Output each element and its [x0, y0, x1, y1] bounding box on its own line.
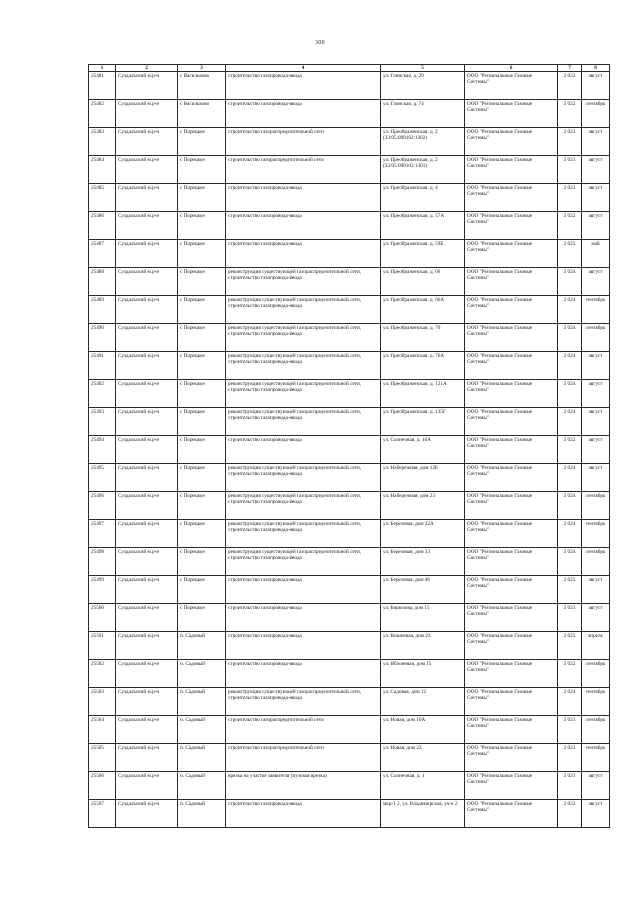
- organization-cell: ООО "Региональные Газовые Системы": [465, 156, 558, 184]
- address-cell: ул. Солнечная, д. 1: [381, 772, 465, 800]
- work-type-cell: строительство газопровода-ввода: [226, 632, 381, 660]
- organization-cell: ООО "Региональные Газовые Системы": [465, 464, 558, 492]
- locality-cell: с Порецкое: [178, 128, 226, 156]
- district-cell: Суздальский м.р-н: [116, 408, 178, 436]
- table-body: [89, 72, 610, 828]
- district-cell: Суздальский м.р-н: [116, 128, 178, 156]
- locality-cell: п. Садовый: [178, 716, 226, 744]
- district-cell: Суздальский м.р-н: [116, 716, 178, 744]
- column-header-8: 8: [582, 65, 610, 72]
- month-cell: сентябрь: [582, 100, 610, 128]
- organization-cell: ООО "Региональные Газовые Системы": [465, 72, 558, 100]
- row-number: 25506: [89, 772, 116, 800]
- locality-cell: с Порецкое: [178, 492, 226, 520]
- column-header-7: 7: [558, 65, 582, 72]
- table-row: [89, 352, 610, 380]
- locality-cell: с Порецкое: [178, 436, 226, 464]
- column-header-5: 5: [381, 65, 465, 72]
- work-type-cell: реконструкция существующей газораспределительной сети, строительство газопровода-ввода: [226, 296, 381, 324]
- address-cell: ул. Набережная, дом 23: [381, 492, 465, 520]
- table-row: [89, 688, 610, 716]
- district-cell: Суздальский м.р-н: [116, 548, 178, 576]
- year-cell: 2 024: [558, 268, 582, 296]
- year-cell: 2 021: [558, 772, 582, 800]
- month-cell: август: [582, 380, 610, 408]
- row-number: 25501: [89, 632, 116, 660]
- month-cell: август: [582, 408, 610, 436]
- year-cell: 2 024: [558, 324, 582, 352]
- locality-cell: с Васильково: [178, 72, 226, 100]
- district-cell: Суздальский м.р-н: [116, 268, 178, 296]
- month-cell: апрель: [582, 632, 610, 660]
- row-number: 25490: [89, 324, 116, 352]
- column-header-4: 4: [226, 65, 381, 72]
- work-type-cell: реконструкция существующей газораспределительной сети, строительство газопровода-ввода: [226, 324, 381, 352]
- row-number: 25491: [89, 352, 116, 380]
- year-cell: 2 024: [558, 380, 582, 408]
- row-number: 25486: [89, 212, 116, 240]
- district-cell: Суздальский м.р-н: [116, 156, 178, 184]
- locality-cell: с Порецкое: [178, 408, 226, 436]
- organization-cell: ООО "Региональные Газовые Системы": [465, 100, 558, 128]
- locality-cell: п. Садовый: [178, 688, 226, 716]
- row-number: 25488: [89, 268, 116, 296]
- table-row: [89, 660, 610, 688]
- table-row: [89, 240, 610, 268]
- locality-cell: п. Садовый: [178, 772, 226, 800]
- organization-cell: ООО "Региональные Газовые Системы": [465, 660, 558, 688]
- address-cell: мкр-1 2, ул. Владимирская, уч-к 2: [381, 800, 465, 828]
- month-cell: август: [582, 184, 610, 212]
- work-type-cell: строительство газораспределительной сети: [226, 716, 381, 744]
- month-cell: сентябрь: [582, 324, 610, 352]
- row-number: 25483: [89, 128, 116, 156]
- address-cell: ул. Преображенская, д. 66А: [381, 296, 465, 324]
- year-cell: 2 024: [558, 408, 582, 436]
- month-cell: май: [582, 240, 610, 268]
- work-type-cell: реконструкция существующей газораспределительной сети, строительство газопровода-ввода: [226, 268, 381, 296]
- year-cell: 2 024: [558, 548, 582, 576]
- address-cell: ул. Новая, дом 22: [381, 744, 465, 772]
- address-cell: ул. Березовая, дом 33: [381, 548, 465, 576]
- row-number: 25495: [89, 464, 116, 492]
- locality-cell: п. Садовый: [178, 632, 226, 660]
- locality-cell: с Порецкое: [178, 464, 226, 492]
- row-number: 25499: [89, 576, 116, 604]
- month-cell: сентябрь: [582, 492, 610, 520]
- organization-cell: ООО "Региональные Газовые Системы": [465, 772, 558, 800]
- table-row: [89, 212, 610, 240]
- locality-cell: п. Садовый: [178, 660, 226, 688]
- address-cell: ул. Преображенская, д. 2 (33:05:090102:1302): [381, 128, 465, 156]
- district-cell: Суздальский м.р-н: [116, 212, 178, 240]
- district-cell: Суздальский м.р-н: [116, 576, 178, 604]
- organization-cell: ООО "Региональные Газовые Системы": [465, 520, 558, 548]
- row-number: 25498: [89, 548, 116, 576]
- table-row: [89, 464, 610, 492]
- district-cell: Суздальский м.р-н: [116, 772, 178, 800]
- district-cell: Суздальский м.р-н: [116, 240, 178, 268]
- locality-cell: с Порецкое: [178, 352, 226, 380]
- year-cell: 2 024: [558, 688, 582, 716]
- address-cell: ул. Преображенская, д. 57А: [381, 212, 465, 240]
- locality-cell: с Порецкое: [178, 184, 226, 212]
- year-cell: 2 023: [558, 604, 582, 632]
- month-cell: август: [582, 72, 610, 100]
- district-cell: Суздальский м.р-н: [116, 324, 178, 352]
- locality-cell: п. Садовый: [178, 800, 226, 828]
- address-cell: ул. Садовая, дом 12: [381, 688, 465, 716]
- district-cell: Суздальский м.р-н: [116, 352, 178, 380]
- month-cell: август: [582, 604, 610, 632]
- month-cell: сентябрь: [582, 716, 610, 744]
- organization-cell: ООО "Региональные Газовые Системы": [465, 324, 558, 352]
- row-number: 25500: [89, 604, 116, 632]
- locality-cell: с Порецкое: [178, 604, 226, 632]
- month-cell: август: [582, 352, 610, 380]
- address-cell: ул. Глинская, д. 29: [381, 72, 465, 100]
- table-row: [89, 436, 610, 464]
- work-type-cell: реконструкция существующей газораспределительной сети, строительство газопровода-ввода: [226, 548, 381, 576]
- address-cell: ул. Преображенская, д. 2 (33:05:090102:1301): [381, 156, 465, 184]
- address-cell: ул. Солнечная, д. 10А: [381, 436, 465, 464]
- year-cell: 2 022: [558, 660, 582, 688]
- organization-cell: ООО "Региональные Газовые Системы": [465, 548, 558, 576]
- row-number: 25497: [89, 520, 116, 548]
- year-cell: 2 024: [558, 492, 582, 520]
- table-header: [89, 65, 610, 72]
- organization-cell: ООО "Региональные Газовые Системы": [465, 576, 558, 604]
- district-cell: Суздальский м.р-н: [116, 632, 178, 660]
- table-row: [89, 772, 610, 800]
- work-type-cell: строительство газопровода-ввода: [226, 436, 381, 464]
- table-row: [89, 156, 610, 184]
- month-cell: август: [582, 576, 610, 604]
- month-cell: сентябрь: [582, 296, 610, 324]
- address-cell: ул. Березовая, дом 46: [381, 576, 465, 604]
- work-type-cell: реконструкция существующей газораспределительной сети, строительство газопровода-ввода: [226, 380, 381, 408]
- month-cell: август: [582, 268, 610, 296]
- header-row: [89, 65, 610, 72]
- table-row: [89, 548, 610, 576]
- table-row: [89, 520, 610, 548]
- month-cell: август: [582, 464, 610, 492]
- month-cell: сентябрь: [582, 688, 610, 716]
- table-row: [89, 408, 610, 436]
- month-cell: сентябрь: [582, 520, 610, 548]
- row-number: 25487: [89, 240, 116, 268]
- work-type-cell: реконструкция существующей газораспределительной сети, строительство газопровода-ввода: [226, 352, 381, 380]
- address-cell: ул. Преображенская, д. 66: [381, 268, 465, 296]
- table-row: [89, 492, 610, 520]
- address-cell: ул. Вишневая, дом 23: [381, 632, 465, 660]
- table-row: [89, 632, 610, 660]
- year-cell: 2 023: [558, 156, 582, 184]
- year-cell: 2 024: [558, 296, 582, 324]
- year-cell: 2 025: [558, 632, 582, 660]
- organization-cell: ООО "Региональные Газовые Системы": [465, 800, 558, 828]
- row-number: 25494: [89, 436, 116, 464]
- month-cell: август: [582, 212, 610, 240]
- address-cell: ул. Набережная, дом 12Б: [381, 464, 465, 492]
- work-type-cell: реконструкция существующей газораспределительной сети, строительство газопровода-ввода: [226, 408, 381, 436]
- year-cell: 2 024: [558, 464, 582, 492]
- work-type-cell: строительство газопровода-ввода: [226, 72, 381, 100]
- district-cell: Суздальский м.р-н: [116, 800, 178, 828]
- work-type-cell: строительство газопровода-ввода: [226, 604, 381, 632]
- table-row: [89, 268, 610, 296]
- organization-cell: ООО "Региональные Газовые Системы": [465, 688, 558, 716]
- address-cell: ул. Новая, дом 10А: [381, 716, 465, 744]
- row-number: 25496: [89, 492, 116, 520]
- gas-works-table: [88, 64, 610, 828]
- work-type-cell: строительство газопровода-ввода: [226, 212, 381, 240]
- organization-cell: ООО "Региональные Газовые Системы": [465, 632, 558, 660]
- district-cell: Суздальский м.р-н: [116, 436, 178, 464]
- address-cell: ул. Преображенская, д. 70: [381, 324, 465, 352]
- organization-cell: ООО "Региональные Газовые Системы": [465, 212, 558, 240]
- year-cell: 2 024: [558, 520, 582, 548]
- table-row: [89, 716, 610, 744]
- table-row: [89, 604, 610, 632]
- year-cell: 2 024: [558, 352, 582, 380]
- month-cell: август: [582, 128, 610, 156]
- table-row: [89, 184, 610, 212]
- district-cell: Суздальский м.р-н: [116, 184, 178, 212]
- work-type-cell: реконструкция существующей газораспределительной сети, строительство газопровода-ввода: [226, 464, 381, 492]
- month-cell: август: [582, 772, 610, 800]
- address-cell: ул. Преображенская, д. 4: [381, 184, 465, 212]
- row-number: 25505: [89, 744, 116, 772]
- district-cell: Суздальский м.р-н: [116, 492, 178, 520]
- organization-cell: ООО "Региональные Газовые Системы": [465, 380, 558, 408]
- locality-cell: с Васильково: [178, 100, 226, 128]
- locality-cell: с Порецкое: [178, 576, 226, 604]
- work-type-cell: реконструкция существующей газораспределительной сети, строительство газопровода-ввода: [226, 520, 381, 548]
- district-cell: Суздальский м.р-н: [116, 296, 178, 324]
- address-cell: ул. Глинская, д. 74: [381, 100, 465, 128]
- organization-cell: ООО "Региональные Газовые Системы": [465, 296, 558, 324]
- row-number: 25485: [89, 184, 116, 212]
- organization-cell: ООО "Региональные Газовые Системы": [465, 352, 558, 380]
- column-header-2: 2: [116, 65, 178, 72]
- district-cell: Суздальский м.р-н: [116, 464, 178, 492]
- row-number: 25484: [89, 156, 116, 184]
- locality-cell: с Порецкое: [178, 212, 226, 240]
- row-number: 25492: [89, 380, 116, 408]
- table-row: [89, 100, 610, 128]
- month-cell: август: [582, 436, 610, 464]
- year-cell: 2 023: [558, 184, 582, 212]
- address-cell: ул. Бирюзова, дом 15: [381, 604, 465, 632]
- address-cell: ул. Преображенская, д. 121А: [381, 380, 465, 408]
- table-row: [89, 380, 610, 408]
- address-cell: ул. Березовая, дом 32А: [381, 520, 465, 548]
- locality-cell: с Порецкое: [178, 296, 226, 324]
- work-type-cell: строительство газораспределительной сети: [226, 744, 381, 772]
- district-cell: Суздальский м.р-н: [116, 660, 178, 688]
- year-cell: 2 022: [558, 100, 582, 128]
- table-row: [89, 128, 610, 156]
- year-cell: 2 023: [558, 128, 582, 156]
- column-header-1: 1: [89, 65, 116, 72]
- row-number: 25502: [89, 660, 116, 688]
- year-cell: 2 025: [558, 240, 582, 268]
- work-type-cell: реконструкция существующей газораспределительной сети, строительство газопровода-ввода: [226, 492, 381, 520]
- year-cell: 2 022: [558, 212, 582, 240]
- month-cell: август: [582, 156, 610, 184]
- locality-cell: с Порецкое: [178, 240, 226, 268]
- work-type-cell: строительство газопровода-ввода: [226, 800, 381, 828]
- organization-cell: ООО "Региональные Газовые Системы": [465, 408, 558, 436]
- row-number: 25489: [89, 296, 116, 324]
- year-cell: 2 025: [558, 576, 582, 604]
- locality-cell: с Порецкое: [178, 548, 226, 576]
- table-row: [89, 744, 610, 772]
- year-cell: 2 022: [558, 72, 582, 100]
- row-number: 25482: [89, 100, 116, 128]
- year-cell: 2 023: [558, 744, 582, 772]
- work-type-cell: строительство газопровода-ввода: [226, 576, 381, 604]
- organization-cell: ООО "Региональные Газовые Системы": [465, 240, 558, 268]
- table-row: [89, 72, 610, 100]
- work-type-cell: реконструкция существующей газораспределительной сети, строительство газопровода-ввода: [226, 688, 381, 716]
- row-number: 25507: [89, 800, 116, 828]
- district-cell: Суздальский м.р-н: [116, 100, 178, 128]
- column-header-3: 3: [178, 65, 226, 72]
- table-row: [89, 296, 610, 324]
- address-cell: ул. Преображенская, д. 135Г: [381, 408, 465, 436]
- column-header-6: 6: [465, 65, 558, 72]
- address-cell: ул. Яблоневая, дом 15: [381, 660, 465, 688]
- locality-cell: с Порецкое: [178, 520, 226, 548]
- district-cell: Суздальский м.р-н: [116, 604, 178, 632]
- row-number: 25481: [89, 72, 116, 100]
- organization-cell: ООО "Региональные Газовые Системы": [465, 268, 558, 296]
- district-cell: Суздальский м.р-н: [116, 688, 178, 716]
- district-cell: Суздальский м.р-н: [116, 744, 178, 772]
- row-number: 25503: [89, 688, 116, 716]
- month-cell: август: [582, 800, 610, 828]
- table-row: [89, 324, 610, 352]
- address-cell: ул. Преображенская, д. 76А: [381, 352, 465, 380]
- organization-cell: ООО "Региональные Газовые Системы": [465, 492, 558, 520]
- month-cell: сентябрь: [582, 660, 610, 688]
- work-type-cell: строительство газопровода-ввода: [226, 240, 381, 268]
- row-number: 25504: [89, 716, 116, 744]
- locality-cell: с Порецкое: [178, 156, 226, 184]
- district-cell: Суздальский м.р-н: [116, 72, 178, 100]
- month-cell: сентябрь: [582, 744, 610, 772]
- organization-cell: ООО "Региональные Газовые Системы": [465, 744, 558, 772]
- work-type-cell: строительство газопровода-ввода: [226, 660, 381, 688]
- organization-cell: ООО "Региональные Газовые Системы": [465, 604, 558, 632]
- year-cell: 2 022: [558, 800, 582, 828]
- organization-cell: ООО "Региональные Газовые Системы": [465, 716, 558, 744]
- work-type-cell: строительство газопровода-ввода: [226, 184, 381, 212]
- organization-cell: ООО "Региональные Газовые Системы": [465, 184, 558, 212]
- month-cell: сентябрь: [582, 548, 610, 576]
- district-cell: Суздальский м.р-н: [116, 380, 178, 408]
- work-type-cell: строительство газораспределительной сети: [226, 128, 381, 156]
- year-cell: 2 022: [558, 436, 582, 464]
- table-row: [89, 800, 610, 828]
- locality-cell: с Порецкое: [178, 268, 226, 296]
- organization-cell: ООО "Региональные Газовые Системы": [465, 436, 558, 464]
- locality-cell: с Порецкое: [178, 324, 226, 352]
- table-row: [89, 576, 610, 604]
- work-type-cell: врезка на участке заявителя (пузовая врезка): [226, 772, 381, 800]
- work-type-cell: строительство газопровода-ввода: [226, 100, 381, 128]
- locality-cell: с Порецкое: [178, 380, 226, 408]
- address-cell: ул. Преображенская, д. 59Б: [381, 240, 465, 268]
- locality-cell: п. Садовый: [178, 744, 226, 772]
- district-cell: Суздальский м.р-н: [116, 520, 178, 548]
- row-number: 25493: [89, 408, 116, 436]
- page-number: 300: [315, 40, 325, 46]
- work-type-cell: строительство газораспределительной сети: [226, 156, 381, 184]
- year-cell: 2 023: [558, 716, 582, 744]
- organization-cell: ООО "Региональные Газовые Системы": [465, 128, 558, 156]
